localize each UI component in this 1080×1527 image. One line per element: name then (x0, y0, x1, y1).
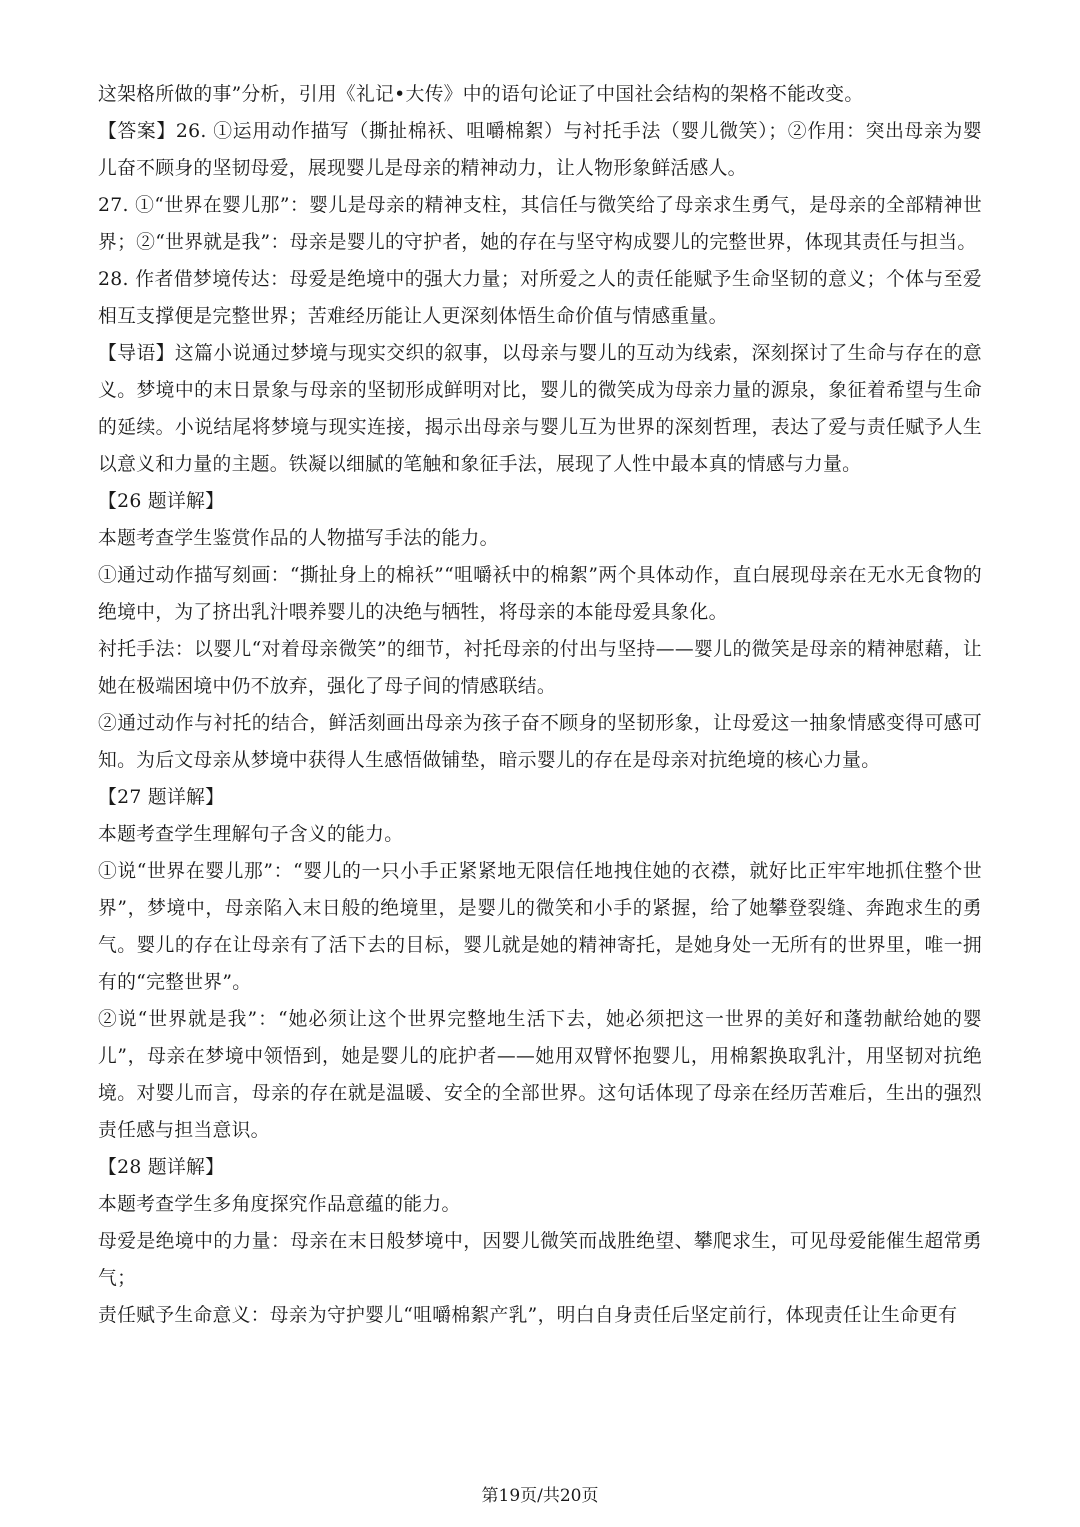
detail-26-point-2: ②通过动作与衬托的结合，鲜活刻画出母亲为孩子奋不顾身的坚韧形象，让母爱这一抽象情感变得可感可知。为后文母亲从梦境中获得人生感悟做铺垫，暗示婴儿的存在是母亲对抗绝境的核心力量。 (98, 713, 982, 771)
detail-26-contrast: 衬托手法：以婴儿“对着母亲微笑”的细节，衬托母亲的付出与坚持——婴儿的微笑是母亲的精神慰藉，让她在极端困境中仍不放弃，强化了母子间的情感联结。 (98, 639, 982, 697)
detail-28-intro: 本题考查学生多角度探究作品意蕴的能力。 (98, 1194, 461, 1215)
guide-paragraph: 【导语】这篇小说通过梦境与现实交织的叙事，以母亲与婴儿的互动为线索，深刻探讨了生命与存在的意义。梦境中的末日景象与母亲的坚韧形成鲜明对比，婴儿的微笑成为母亲力量的源泉，象征着希望与生命的延续。小说结尾将梦境与现实连接，揭示出母亲与婴儿互为世界的深刻哲理，表达了爱与责任赋予人生以意义和力量的主题。铁凝以细腻的笔触和象征手法，展现了人性中最本真的情感与力量。 (98, 343, 982, 475)
detail-27-point-2: ②说“世界就是我”：“她必须让这个世界完整地生活下去，她必须把这一世界的美好和蓬勃献给她的婴儿”，母亲在梦境中领悟到，她是婴儿的庇护者——她用双臂怀抱婴儿，用棉絮换取乳汁，用坚韧对抗绝境。对婴儿而言，母亲的存在就是温暖、安全的全部世界。这句话体现了母亲在经历苦难后，生出的强烈责任感与担当意识。 (98, 1009, 982, 1141)
answer-26: 【答案】26. ①运用动作描写（撕扯棉袄、咀嚼棉絮）与衬托手法（婴儿微笑）；②作用：突出母亲为婴儿奋不顾身的坚韧母爱，展现婴儿是母亲的精神动力，让人物形象鲜活感人。 (98, 121, 982, 179)
page-number: 第19页/共20页 (481, 1486, 599, 1506)
answer-28: 28. 作者借梦境传达：母爱是绝境中的强大力量；对所爱之人的责任能赋予生命坚韧的意义；个体与至爱相互支撑便是完整世界；苦难经历能让人更深刻体悟生命价值与情感重量。 (98, 269, 982, 327)
document-body (98, 76, 982, 1476)
detail-26-intro: 本题考查学生鉴赏作品的人物描写手法的能力。 (98, 528, 499, 549)
detail-26-point-1: ①通过动作描写刻画：“撕扯身上的棉袄”“咀嚼袄中的棉絮”两个具体动作，直白展现母亲在无水无食物的绝境中，为了挤出乳汁喂养婴儿的决绝与牺牲，将母亲的本能母爱具象化。 (98, 565, 982, 623)
heading-27-detail: 【27 题详解】 (98, 787, 225, 808)
heading-26-detail: 【26 题详解】 (98, 491, 225, 512)
detail-27-point-1: ①说“世界在婴儿那”：“婴儿的一只小手正紧紧地无限信任地拽住她的衣襟，就好比正牢牢地抓住整个世界”，梦境中，母亲陷入末日般的绝境里，是婴儿的微笑和小手的紧握，给了她攀登裂缝、奔跑求生的勇气。婴儿的存在让母亲有了活下去的目标，婴儿就是她的精神寄托，是她身处一无所有的世界里，唯一拥有的“完整世界”。 (98, 861, 982, 993)
detail-28-point-1: 母爱是绝境中的力量：母亲在末日般梦境中，因婴儿微笑而战胜绝望、攀爬求生，可见母爱能催生超常勇气； (98, 1231, 982, 1289)
detail-27-intro: 本题考查学生理解句子含义的能力。 (98, 824, 404, 845)
heading-28-detail: 【28 题详解】 (98, 1157, 225, 1178)
detail-28-point-2: 责任赋予生命意义：母亲为守护婴儿“咀嚼棉絮产乳”，明白自身责任后坚定前行，体现责任让生命更有 (98, 1305, 958, 1326)
paragraph-context: 这架格所做的事”分析，引用《礼记•大传》中的语句论证了中国社会结构的架格不能改变。 (98, 84, 864, 105)
answer-27: 27. ①“世界在婴儿那”：婴儿是母亲的精神支柱，其信任与微笑给了母亲求生勇气，是母亲的全部精神世界；②“世界就是我”：母亲是婴儿的守护者，她的存在与坚守构成婴儿的完整世界，体现其责任与担当。 (98, 195, 982, 253)
